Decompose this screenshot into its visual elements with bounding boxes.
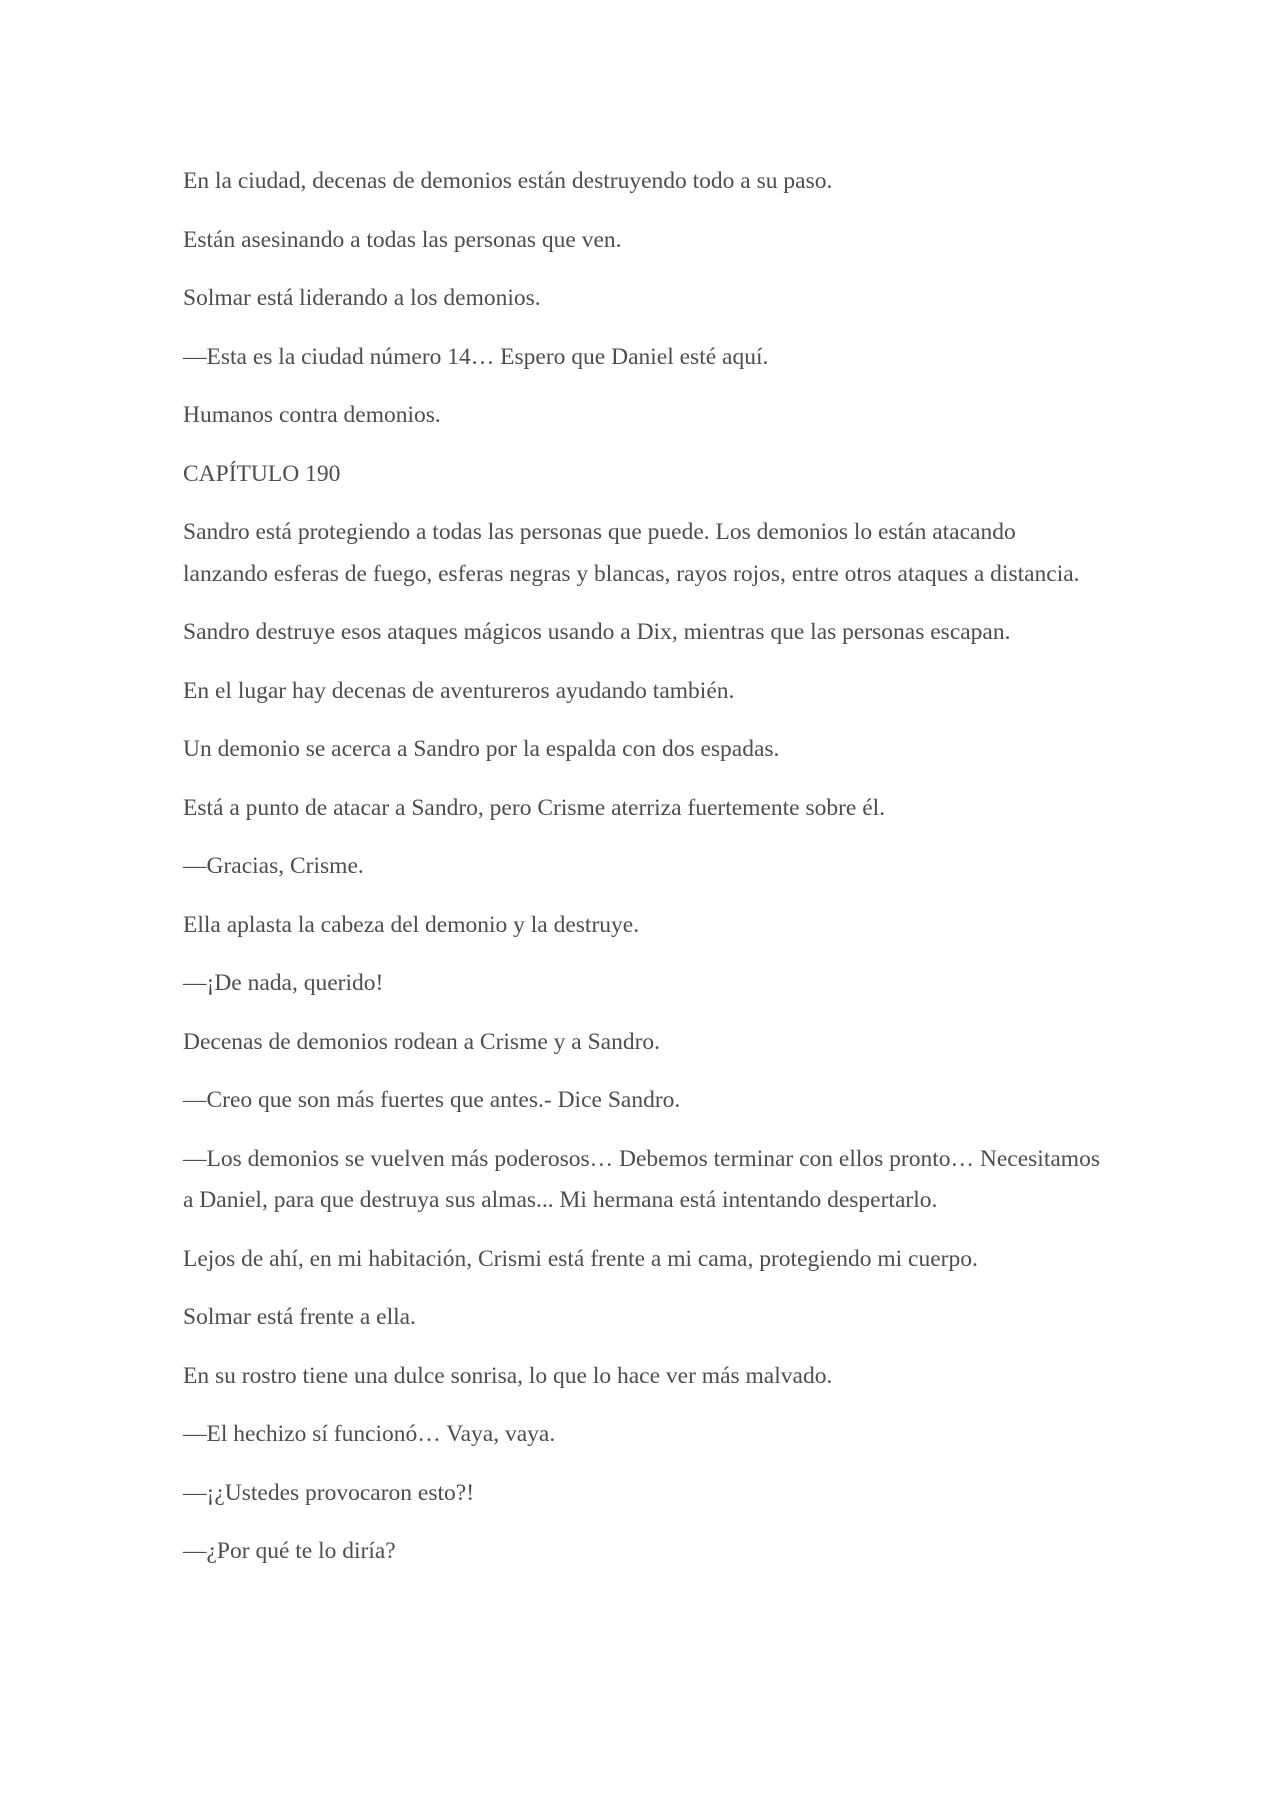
paragraph: Solmar está frente a ella. — [183, 1304, 416, 1330]
paragraph: —Los demonios se vuelven más poderosos… Debemos terminar con ellos pronto… Necesitamos a Daniel, para que destruya sus almas... Mi hermana está intentando despertarlo. — [183, 1145, 1100, 1213]
paragraph: Está a punto de atacar a Sandro, pero Crisme aterriza fuertemente sobre él. — [183, 794, 886, 821]
paragraph: Lejos de ahí, en mi habitación, Crismi está frente a mi cama, protegiendo mi cuerpo. — [183, 1245, 978, 1272]
document-body — [183, 161, 1103, 1590]
chapter-heading: CAPÍTULO 190 — [183, 460, 341, 487]
paragraph: Sandro está protegiendo a todas las personas que puede. Los demonios lo están atacando lanzando esferas de fuego, esferas negras y blancas, rayos rojos, entre otros ataques a distancia. — [183, 519, 1080, 587]
paragraph: —El hechizo sí funcionó… Vaya, vaya. — [183, 1421, 556, 1447]
paragraph: —¿Por qué te lo diría? — [183, 1538, 396, 1564]
paragraph: —Creo que son más fuertes que antes.- Dice Sandro. — [183, 1087, 681, 1113]
paragraph: En el lugar hay decenas de aventureros ayudando también. — [183, 677, 735, 704]
paragraph: Un demonio se acerca a Sandro por la espalda con dos espadas. — [183, 736, 780, 762]
paragraph: —Esta es la ciudad número 14… Espero que Daniel esté aquí. — [183, 343, 769, 370]
paragraph: Sandro destruye esos ataques mágicos usando a Dix, mientras que las personas escapan. — [183, 619, 1011, 645]
paragraph: —Gracias, Crisme. — [183, 853, 364, 879]
paragraph: —¡¿Ustedes provocaron esto?! — [183, 1479, 475, 1506]
paragraph: Están asesinando a todas las personas que ven. — [183, 226, 622, 253]
paragraph: Humanos contra demonios. — [183, 402, 441, 428]
paragraph: En la ciudad, decenas de demonios están destruyendo todo a su paso. — [183, 168, 833, 194]
paragraph: Ella aplasta la cabeza del demonio y la destruye. — [183, 911, 640, 938]
paragraph: —¡De nada, querido! — [183, 970, 384, 996]
paragraph: Decenas de demonios rodean a Crisme y a Sandro. — [183, 1028, 661, 1055]
paragraph: Solmar está liderando a los demonios. — [183, 285, 541, 311]
paragraph: En su rostro tiene una dulce sonrisa, lo que lo hace ver más malvado. — [183, 1362, 833, 1389]
